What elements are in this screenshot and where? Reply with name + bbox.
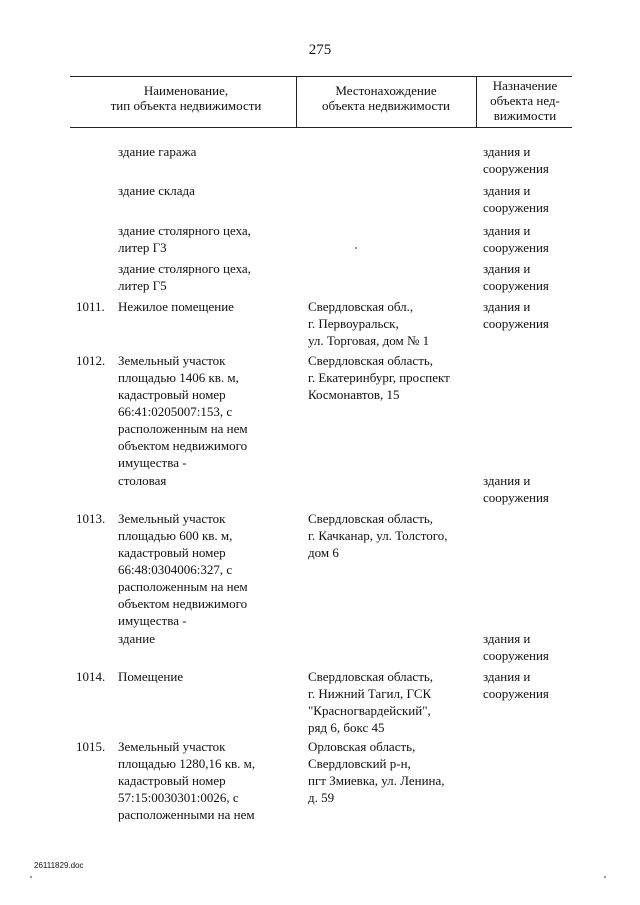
row-location: Свердловская область, г. Качканар, ул. Толстого, дом 6 [308,511,448,560]
header-column-separator [476,76,477,127]
header-purpose-column: Назначение объекта нед- вижимости [490,78,560,123]
row-purpose: здания и сооружения [483,261,549,293]
scan-speck [30,876,32,878]
row-purpose: здания и сооружения [483,144,549,176]
row-name: здание столярного цеха, литер Г5 [118,261,251,293]
row-location: Свердловская область, г. Нижний Тагил, ГСК "Красногвардейский", ряд 6, бокс 45 [308,669,434,735]
row-purpose: здания и сооружения [483,183,549,215]
header-location-column: Местонахождение объекта недвижимости [322,83,450,113]
row-purpose: здания и сооружения [483,669,549,701]
row-purpose: здания и сооружения [483,299,549,331]
row-name: Земельный участок площадью 1280,16 кв. м, кадастровый номер 57:15:0030301:0026, с расположенными на нем [118,739,256,822]
row-location: Свердловская обл., г. Первоуральск, ул. Торговая, дом № 1 [308,299,430,348]
scan-speck [355,247,357,249]
row-name: Помещение [118,669,184,684]
row-name: Земельный участок площадью 600 кв. м, кадастровый номер 66:48:0304006:327, с расположенным на нем объектом недвижимого имущества - [118,511,248,628]
row-location: Свердловская область, г. Екатеринбург, проспект Космонавтов, 15 [308,353,450,402]
row-name: Земельный участок площадью 1406 кв. м, кадастровый номер 66:41:0205007:153, с расположенным на нем объектом недвижимого имущества - [118,353,248,470]
row-number: 1013. [76,511,106,526]
row-name: столовая [118,473,167,488]
row-purpose: здания и сооружения [483,223,549,255]
row-purpose: здания и сооружения [483,473,549,505]
page-number: 275 [308,42,332,58]
row-name: здание столярного цеха, литер Г3 [118,223,251,255]
scan-speck [604,876,606,878]
row-number: 1014. [76,669,106,684]
header-name-column: Наименование, тип объекта недвижимости [110,83,262,113]
row-number: 1015. [76,739,106,754]
row-name: здание [118,631,155,646]
header-top-rule [70,76,572,77]
header-bottom-rule [70,127,572,128]
row-number: 1012. [76,353,106,368]
row-name: Нежилое помещение [118,299,234,314]
row-purpose: здания и сооружения [483,631,549,663]
row-name: здание склада [118,183,195,198]
row-name: здание гаража [118,144,197,159]
footer-filename: 26111829.doc [34,861,84,870]
row-number: 1011. [76,299,105,314]
header-column-separator [296,76,297,127]
row-location: Орловская область, Свердловский р-н, пгт Змиевка, ул. Ленина, д. 59 [308,739,445,805]
